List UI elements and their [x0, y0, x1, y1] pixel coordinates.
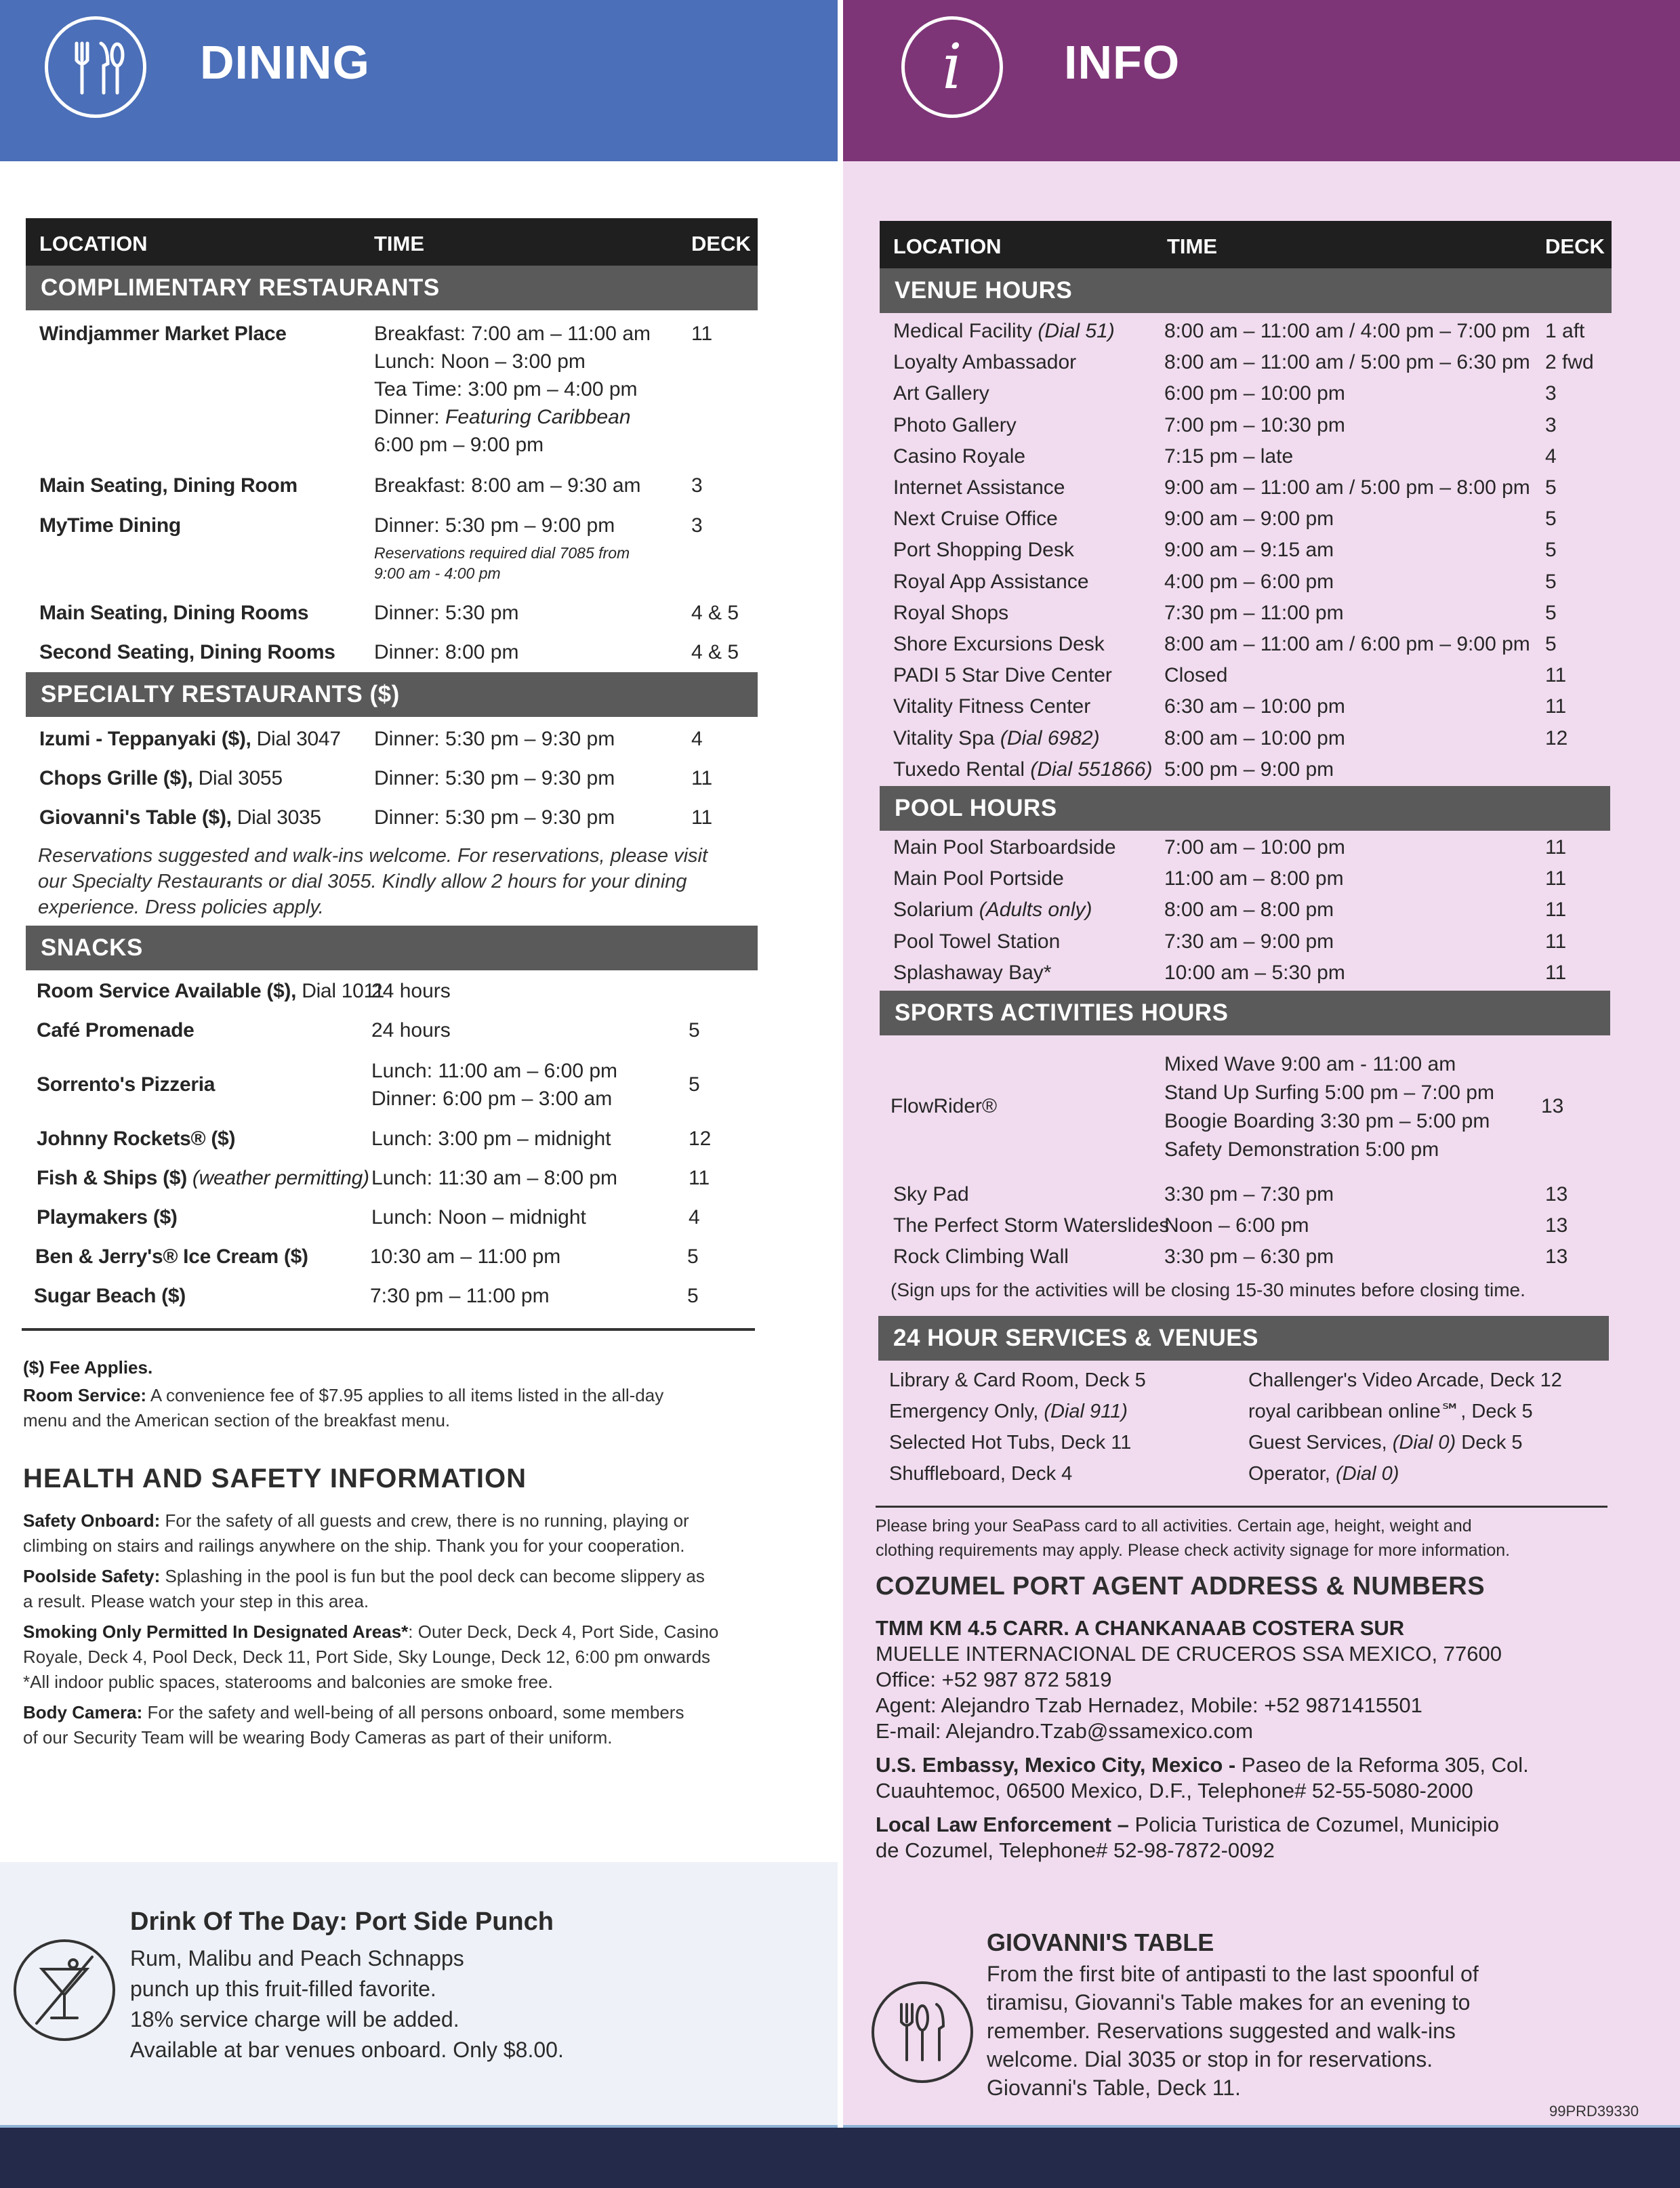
row-location: Ben & Jerry's® Ice Cream ($) — [35, 1245, 308, 1268]
row-deck: 13 — [1545, 1183, 1568, 1205]
row-deck: 11 — [1545, 899, 1567, 922]
row-time: Mixed Wave 9:00 am - 11:00 am — [1164, 1053, 1456, 1075]
dining-table-header — [26, 218, 758, 266]
port-address: TMM KM 4.5 CARR. A CHANKANAAB COSTERA SUR MUELLE INTERNACIONAL DE CRUCEROS SSA MEXICO, 77600 Office: +52 987 872 5819 Agent: Alejandro Tzab Hernadez, Mobile: +52 9871415501 E-mail: Alejandro.Tzab@ssamexico.com U.S. Embassy, Mexico City, Mexico - Paseo de la Reforma 305, Col. Cuauhtemoc, 06500 Mexico, D.F., Telephone# 52-55-5080-2000 Local Law Enforcement – Policia Turistica de Cozumel, Municipio de Cozumel, Telephone# 52-98-7872-0092 — [876, 1616, 1529, 1862]
row-location: Royal Shops — [893, 601, 1009, 624]
row-location: Second Seating, Dining Rooms — [39, 641, 335, 663]
row-deck: 11 — [1545, 695, 1567, 718]
row-location: Main Pool Portside — [893, 867, 1064, 890]
row-location: Room Service Available ($), Dial 1011 — [37, 980, 385, 1002]
footer-bar — [0, 2128, 1680, 2188]
row-time: 3:30 pm – 7:30 pm — [1164, 1183, 1334, 1205]
row-time: 6:00 pm – 9:00 pm — [374, 434, 544, 456]
row-location: Café Promenade — [37, 1019, 194, 1041]
martini-icon — [14, 1939, 115, 2041]
row-time: 7:30 am – 9:00 pm — [1164, 930, 1334, 953]
row-time: 8:00 am – 8:00 pm — [1164, 899, 1334, 922]
info-table-header — [880, 221, 1612, 268]
row-time: 6:30 am – 10:00 pm — [1164, 695, 1345, 718]
services-right: Challenger's Video Arcade, Deck 12 royal caribbean online℠, Deck 5 Guest Services, (Dial 0) Deck 5 Operator, (Dial 0) — [1248, 1369, 1562, 1485]
col-time: TIME — [374, 232, 425, 255]
row-location: Sorrento's Pizzeria — [37, 1073, 216, 1096]
info-title: INFO — [1064, 36, 1181, 89]
info-divider — [876, 1506, 1607, 1508]
row-time: 7:00 am – 10:00 pm — [1164, 836, 1345, 859]
row-time: Dinner: 5:30 pm – 9:30 pm — [374, 806, 615, 829]
row-time: 8:00 am – 11:00 am / 5:00 pm – 6:30 pm — [1164, 351, 1530, 374]
row-location: Main Seating, Dining Rooms — [39, 602, 309, 624]
row-location: Casino Royale — [893, 445, 1026, 468]
pool-bar: POOL HOURS — [880, 786, 1610, 831]
row-time: 8:00 am – 11:00 am / 6:00 pm – 9:00 pm — [1164, 633, 1530, 655]
row-time: Dinner: 6:00 pm – 3:00 am — [371, 1088, 613, 1110]
row-location: Royal App Assistance — [893, 570, 1089, 593]
row-location: The Perfect Storm Waterslides — [893, 1214, 1170, 1237]
row-deck: 13 — [1541, 1095, 1564, 1117]
info-icon: i — [901, 16, 1003, 118]
row-time: 7:30 pm – 11:00 pm — [1164, 601, 1344, 624]
row-location: MyTime Dining — [39, 514, 181, 537]
giovanni-title: GIOVANNI'S TABLE — [987, 1928, 1214, 1956]
row-time: Dinner: 5:30 pm — [374, 602, 519, 624]
row-time: Breakfast: 7:00 am – 11:00 am — [374, 323, 651, 345]
row-location: Izumi - Teppanyaki ($), Dial 3047 — [39, 728, 341, 750]
row-time: Safety Demonstration 5:00 pm — [1164, 1138, 1439, 1161]
row-time: Lunch: 3:00 pm – midnight — [371, 1128, 611, 1150]
row-location: Main Pool Starboardside — [893, 836, 1116, 859]
complimentary-bar: COMPLIMENTARY RESTAURANTS — [26, 266, 758, 310]
row-time: 11:00 am – 8:00 pm — [1164, 867, 1344, 890]
row-location: Pool Towel Station — [893, 930, 1061, 953]
fee-block: ($) Fee Applies. Room Service: A convenience fee of $7.95 applies to all items listed in the all-day menu and the American section of the breakfast menu. — [23, 1357, 664, 1430]
row-location: Sugar Beach ($) — [34, 1285, 186, 1307]
row-deck: 5 — [1545, 476, 1557, 499]
venue-bar: VENUE HOURS — [880, 268, 1612, 313]
row-deck: 5 — [1545, 539, 1557, 562]
row-deck: 2 fwd — [1545, 351, 1594, 374]
row-deck: 4 & 5 — [691, 641, 739, 663]
dining-title: DINING — [200, 36, 370, 89]
row-time: Lunch: Noon – midnight — [371, 1206, 586, 1229]
sports-bar: SPORTS ACTIVITIES HOURS — [880, 991, 1610, 1035]
row-deck: 12 — [1545, 726, 1568, 749]
drink-desc: Rum, Malibu and Peach Schnapps punch up this fruit-filled favorite. 18% service charge will be added. Available at bar venues onboard. Only $8.00. — [130, 1946, 564, 2062]
column-divider — [838, 0, 843, 2128]
row-location: Splashaway Bay* — [893, 961, 1052, 984]
row-deck: 11 — [691, 767, 713, 789]
row-deck: 4 — [691, 728, 703, 750]
health-title: HEALTH AND SAFETY INFORMATION — [23, 1464, 527, 1493]
row-time: Breakfast: 8:00 am – 9:30 am — [374, 474, 641, 497]
info-banner — [843, 0, 1680, 161]
col-deck: DECK — [691, 232, 751, 255]
row-location: Main Seating, Dining Room — [39, 474, 298, 497]
row-time: 24 hours — [371, 1019, 451, 1041]
row-time: 10:30 am – 11:00 pm — [370, 1245, 561, 1268]
row-location: Fish & Ships ($) (weather permitting) — [37, 1167, 369, 1189]
row-location: Sky Pad — [893, 1183, 969, 1205]
services-left: Library & Card Room, Deck 5 Emergency Only, (Dial 911) Selected Hot Tubs, Deck 11 Shuffleboard, Deck 4 — [889, 1369, 1146, 1485]
dining-divider — [22, 1328, 755, 1331]
row-deck: 11 — [691, 806, 713, 829]
row-time: 7:15 pm – late — [1164, 445, 1294, 468]
row-deck: 3 — [691, 474, 703, 497]
row-location: Johnny Rockets® ($) — [37, 1128, 236, 1150]
row-deck: 12 — [689, 1128, 712, 1150]
row-deck: 13 — [1545, 1214, 1568, 1237]
port-title: COZUMEL PORT AGENT ADDRESS & NUMBERS — [876, 1572, 1486, 1601]
row-deck: 3 — [1545, 382, 1557, 405]
row-deck: 11 — [1545, 961, 1567, 984]
row-note: 9:00 am - 4:00 pm — [374, 564, 501, 582]
row-deck: 3 — [691, 514, 703, 537]
row-time: Lunch: 11:30 am – 8:00 pm — [371, 1167, 618, 1189]
row-location: Internet Assistance — [893, 476, 1065, 499]
specialty-note: Reservations suggested and walk-ins welcome. For reservations, please visit our Specialty Restaurants or dial 3055. Kindly allow 2 hours for your dining experience. Dress policies apply. — [38, 845, 708, 918]
row-time: 8:00 am – 10:00 pm — [1164, 726, 1345, 749]
row-time: 6:00 pm – 10:00 pm — [1164, 382, 1345, 405]
row-deck: 5 — [1545, 633, 1557, 655]
row-time: 4:00 pm – 6:00 pm — [1164, 570, 1334, 593]
row-location: Chops Grille ($), Dial 3055 — [39, 767, 283, 789]
col-location: LOCATION — [39, 232, 148, 255]
row-time: 8:00 am – 11:00 am / 4:00 pm – 7:00 pm — [1164, 320, 1530, 342]
print-code: 99PRD39330 — [1549, 2103, 1639, 2120]
row-deck: 5 — [687, 1285, 699, 1307]
row-note: Reservations required dial 7085 from — [374, 544, 630, 562]
row-time: 5:00 pm – 9:00 pm — [1164, 758, 1334, 781]
row-time: Dinner: Featuring Caribbean — [374, 406, 631, 428]
row-deck: 5 — [1545, 601, 1557, 624]
row-deck: 11 — [1545, 930, 1567, 953]
row-deck: 4 — [1545, 445, 1557, 468]
row-time: Dinner: 8:00 pm — [374, 641, 519, 663]
row-deck: 4 — [689, 1206, 700, 1229]
row-time: Dinner: 5:30 pm – 9:30 pm — [374, 728, 615, 750]
row-time: 24 hours — [371, 980, 451, 1002]
row-location: Windjammer Market Place — [39, 323, 287, 345]
services-bar: 24 HOUR SERVICES & VENUES — [878, 1316, 1609, 1361]
row-deck: 5 — [687, 1245, 699, 1268]
row-location: PADI 5 Star Dive Center — [893, 664, 1112, 687]
row-deck: 13 — [1545, 1245, 1568, 1268]
drink-title: Drink Of The Day: Port Side Punch — [130, 1907, 554, 1936]
row-time: Noon – 6:00 pm — [1164, 1214, 1309, 1237]
row-time: 3:30 pm – 6:30 pm — [1164, 1245, 1334, 1268]
row-deck: 11 — [691, 323, 713, 345]
row-location: Giovanni's Table ($), Dial 3035 — [39, 806, 321, 829]
col-deck: DECK — [1545, 234, 1605, 258]
row-time: Tea Time: 3:00 pm – 4:00 pm — [374, 378, 638, 400]
row-deck: 5 — [1545, 508, 1557, 531]
fork-knife-icon — [872, 1981, 973, 2083]
row-time: 7:30 pm – 11:00 pm — [370, 1285, 550, 1307]
row-location: Vitality Fitness Center — [893, 695, 1091, 718]
row-deck: 5 — [689, 1019, 700, 1041]
health-block: Safety Onboard: For the safety of all guests and crew, there is no running, playing or climbing on stairs and railings anywhere on the ship. Thank you for your cooperation. Poolside Safety: Splashing in the pool is fun but the pool deck can become slippery as a result. Please watch your step in this area. Smoking Only Permitted In Designated Areas*: Outer Deck, Deck 4, Port Side, Casino Royale, Deck 4, Pool Deck, Deck 11, Port Side, Sky Lounge, Deck 12, 6:00 pm onwards *All indoor public spaces, staterooms and balconies are smoke free. Body Camera: For the safety and well-being of all persons onboard, some members of our Security Team will be wearing Body Cameras as part of their uniform. — [23, 1510, 719, 1748]
row-time: Closed — [1164, 664, 1228, 687]
row-location: Art Gallery — [893, 382, 989, 405]
col-location: LOCATION — [893, 234, 1002, 258]
row-deck: 11 — [1545, 867, 1567, 890]
row-location: Port Shopping Desk — [893, 539, 1074, 562]
row-location: Solarium (Adults only) — [893, 899, 1092, 922]
row-location: FlowRider® — [890, 1095, 998, 1117]
row-location: Rock Climbing Wall — [893, 1245, 1069, 1268]
row-time: Lunch: Noon – 3:00 pm — [374, 350, 586, 373]
col-time: TIME — [1167, 234, 1218, 258]
fork-knife-spoon-icon — [45, 16, 146, 118]
specialty-bar: SPECIALTY RESTAURANTS ($) — [26, 672, 758, 717]
sports-note: (Sign ups for the activities will be closing 15-30 minutes before closing time. — [890, 1279, 1525, 1300]
row-deck: 5 — [1545, 570, 1557, 593]
row-time: 9:00 am – 9:00 pm — [1164, 508, 1334, 531]
giovanni-desc: From the first bite of antipasti to the last spoonful of tiramisu, Giovanni's Table makes for an evening to remember. Reservations suggested and walk-ins welcome. Dial 3035 or stop in for reservations. Giovanni's Table, Deck 11. — [987, 1962, 1479, 2100]
row-time: Boogie Boarding 3:30 pm – 5:00 pm — [1164, 1110, 1490, 1132]
row-time: Dinner: 5:30 pm – 9:00 pm — [374, 514, 615, 537]
row-location: Next Cruise Office — [893, 508, 1058, 531]
row-time: Stand Up Surfing 5:00 pm – 7:00 pm — [1164, 1081, 1494, 1104]
row-location: Playmakers ($) — [37, 1206, 178, 1229]
row-time: 10:00 am – 5:30 pm — [1164, 961, 1345, 984]
row-time: 7:00 pm – 10:30 pm — [1164, 413, 1345, 436]
row-deck: 11 — [1545, 664, 1567, 687]
row-deck: 1 aft — [1545, 320, 1585, 342]
dining-banner — [0, 0, 838, 161]
row-deck: 11 — [689, 1167, 710, 1189]
row-location: Shore Excursions Desk — [893, 633, 1105, 655]
row-deck: 5 — [689, 1073, 700, 1096]
row-deck: 3 — [1545, 413, 1557, 436]
row-location: Loyalty Ambassador — [893, 351, 1077, 374]
row-deck: 4 & 5 — [691, 602, 739, 624]
row-time: Dinner: 5:30 pm – 9:30 pm — [374, 767, 615, 789]
row-time: 9:00 am – 11:00 am / 5:00 pm – 8:00 pm — [1164, 476, 1530, 499]
row-time: 9:00 am – 9:15 am — [1164, 539, 1334, 562]
row-location: Photo Gallery — [893, 413, 1017, 436]
row-location: Vitality Spa (Dial 6982) — [893, 726, 1100, 749]
row-location: Medical Facility (Dial 51) — [893, 320, 1115, 342]
seapass-note: Please bring your SeaPass card to all activities. Certain age, height, weight and clothing requirements may apply. Please check activity signage for more information. — [876, 1516, 1511, 1560]
snacks-bar: SNACKS — [26, 926, 758, 970]
row-time: Lunch: 11:00 am – 6:00 pm — [371, 1060, 618, 1082]
row-deck: 11 — [1545, 836, 1567, 859]
row-location: Tuxedo Rental (Dial 551866) — [893, 758, 1153, 781]
